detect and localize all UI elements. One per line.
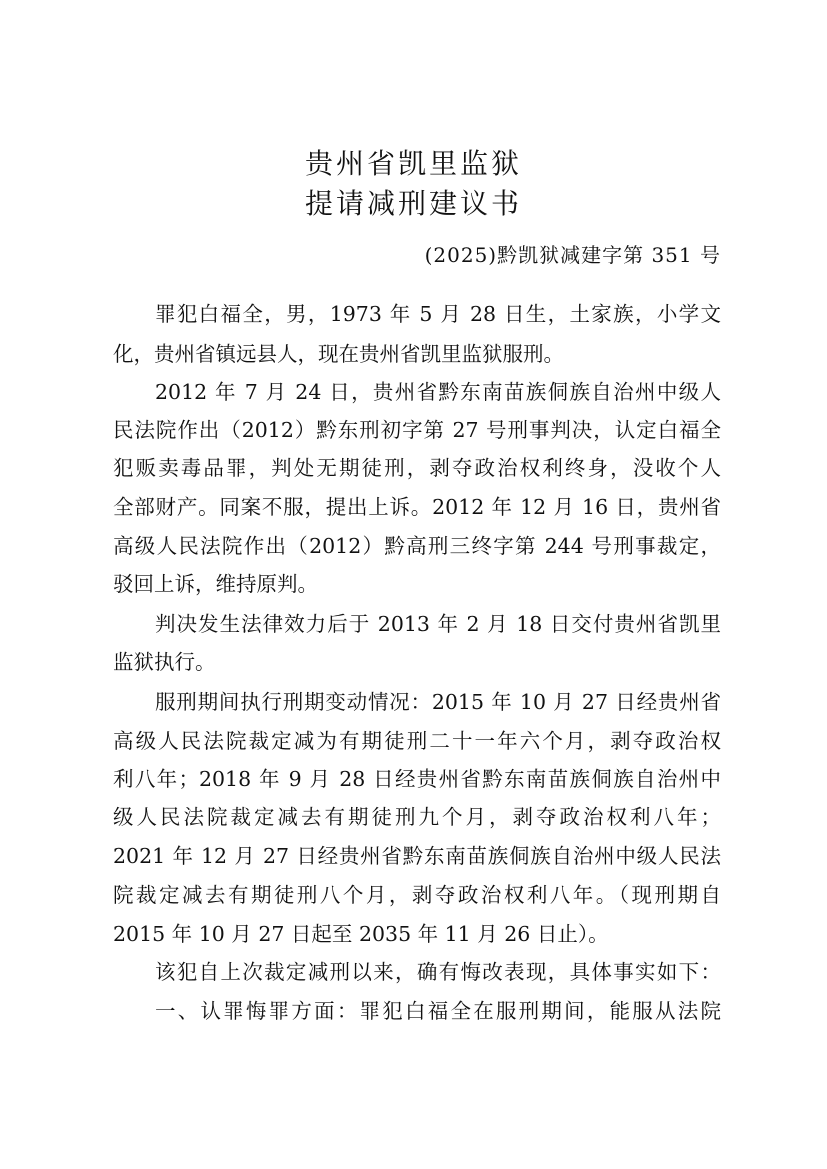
body-line: 民法院作出（2012）黔东刑初字第 27 号刑事判决，认定白福全 bbox=[113, 418, 721, 442]
body-line: 判决发生法律效力后于 2013 年 2 月 18 日交付贵州省凯里 bbox=[155, 612, 721, 636]
document-number: (2025)黔凯狱减建字第 351 号 bbox=[424, 243, 721, 267]
body-line: 罪犯白福全，男，1973 年 5 月 28 日生，土家族，小学文 bbox=[155, 302, 721, 326]
body-line: 级人民法院裁定减去有期徒刑九个月，剥夺政治权利八年； bbox=[113, 805, 721, 829]
body-line: 该犯自上次裁定减刑以来，确有悔改表现，具体事实如下： bbox=[155, 960, 721, 984]
document-title: 贵州省凯里监狱 bbox=[304, 147, 522, 180]
body-line: 高级人民法院裁定减为有期徒刑二十一年六个月，剥夺政治权 bbox=[113, 729, 721, 753]
body-line: 化，贵州省镇远县人，现在贵州省凯里监狱服刑。 bbox=[113, 342, 564, 366]
body-line: 利八年；2018 年 9 月 28 日经贵州省黔东南苗族侗族自治州中 bbox=[113, 767, 721, 791]
body-line: 监狱执行。 bbox=[113, 650, 216, 674]
body-line: 2021 年 12 月 27 日经贵州省黔东南苗族侗族自治州中级人民法 bbox=[113, 844, 721, 868]
body-line: 2012 年 7 月 24 日，贵州省黔东南苗族侗族自治州中级人 bbox=[155, 380, 721, 404]
document-subtitle: 提请减刑建议书 bbox=[304, 187, 522, 220]
body-line: 院裁定减去有期徒刑八个月，剥夺政治权利八年。（现刑期自 bbox=[113, 883, 721, 907]
body-line: 一、认罪悔罪方面：罪犯白福全在服刑期间，能服从法院 bbox=[155, 999, 721, 1023]
body-line: 全部财产。同案不服，提出上诉。2012 年 12 月 16 日，贵州省 bbox=[113, 495, 721, 519]
body-line: 服刑期间执行刑期变动情况：2015 年 10 月 27 日经贵州省 bbox=[155, 690, 721, 714]
body-line: 驳回上诉，维持原判。 bbox=[113, 572, 318, 596]
body-line: 2015 年 10 月 27 日起至 2035 年 11 月 26 日止）。 bbox=[113, 922, 609, 946]
body-line: 高级人民法院作出（2012）黔高刑三终字第 244 号刑事裁定， bbox=[113, 534, 721, 558]
body-line: 犯贩卖毒品罪，判处无期徒刑，剥夺政治权利终身，没收个人 bbox=[113, 456, 721, 480]
